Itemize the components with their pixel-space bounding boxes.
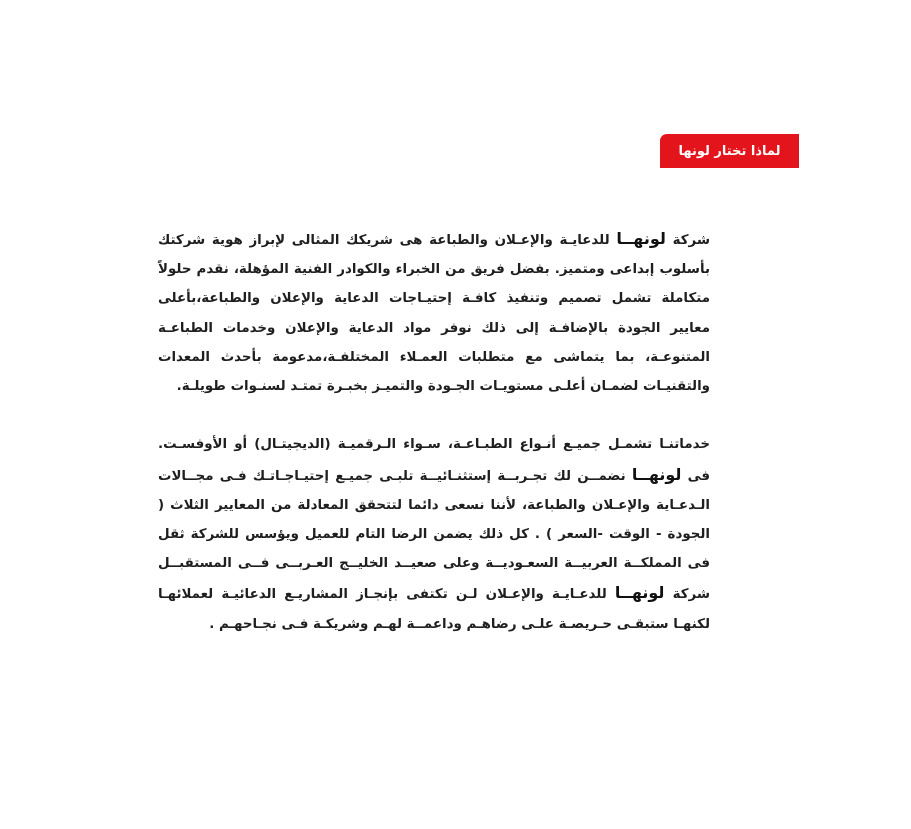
section-title-badge bbox=[660, 134, 799, 168]
paragraph-1-prefix: شركة bbox=[665, 233, 710, 248]
paragraph-2-text-3: للدعـايـة والإعـلان لـن تكتفى بإنجـاز المشاريـع الدعائيـة لعملائهـا لكنهـا ستبقـى حـريصـة علـى رضاهـم وداعمــة لهـم وشريكـة فـى نجـاحهـم . bbox=[158, 587, 710, 632]
section-title: لماذا تختار لونها bbox=[678, 143, 781, 159]
intro-paragraph bbox=[158, 224, 710, 401]
brand-name: لونهــا bbox=[614, 583, 665, 603]
paragraph-2-text-2: نضمــن لك تجـربــة إستثنـائيــة تلبـى جميـع إحتيـاجـاتـك فـى مجــالات الـدعـاية والإعـلان والطباعة، لأننا نسعى دائما لتتحقق المعادلة من المعايير الثلاث ( الجودة - الوقت -السعر ) . كل ذلك يضمن الرضا التام للعميل ويؤسس للشركة ثقل فى المملكــة العربيــة السعـوديــة وعلى صعيــد الخليــج العـربــى فــى المستقبــل شركة bbox=[158, 468, 710, 603]
services-paragraph bbox=[158, 430, 710, 638]
about-text-block bbox=[158, 224, 710, 639]
paragraph-2-text-1: خدماتنـا تشمـل جميـع أنـواع الطبـاعـة، سـواء الـرقميـة (الديجيتـال) أو الأوفسـت. فى bbox=[158, 437, 710, 484]
paragraph-1-text: للدعايـة والإعـلان والطباعة هى شريكك المثالى لإبراز هوية شركتك بأسلوب إبداعى ومتميز. بفضل فريق من الخبراء والكوادر الفنية المؤهلة، نقدم حلولاً متكاملة تشمل تصميم وتنفيذ كافـة إحتيـاجات الدعاية والإعلان والطباعة،بأعلى معايير الجودة بالإضافـة إلى ذلك نوفر مواد الدعاية والإعلان وخدمات الطباعـة المتنوعـة، بما يتماشى مع متطلبات العمـلاء المختلفـة،مدعومة بأحدث المعدات والتقنيـات لضمـان أعلـى مستويـات الجـودة والتميـز بخبـرة تمتـد لسنـوات طويلـة. bbox=[158, 233, 710, 395]
brand-name: لونهــا bbox=[616, 229, 666, 248]
brand-name: لونهــا bbox=[631, 464, 682, 484]
